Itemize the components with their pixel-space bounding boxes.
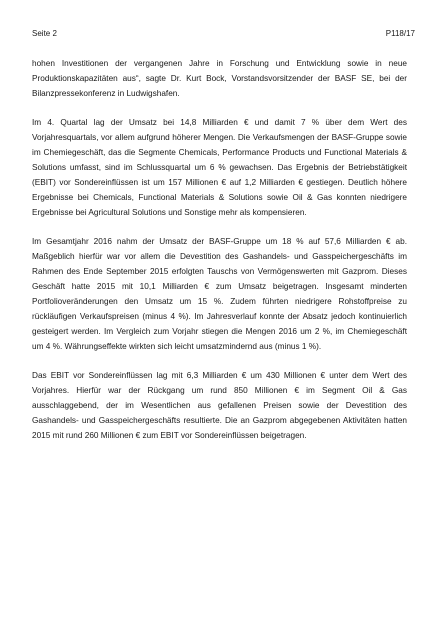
page-number-label: Seite 2 (32, 29, 57, 38)
document-body (32, 56, 407, 457)
paragraph-q4-results: Im 4. Quartal lag der Umsatz bei 14,8 Milliarden € und damit 7 % über dem Wert des Vorjahresquartals, vor allem aufgrund höherer Mengen. Die Verkaufsmengen der BASF-Gruppe sowie im Chemiegeschäft, das die Segmente Chemicals, Performance Products und Functional Materials & Solutions umfasst, sind im Schlussquartal um 6 % gewachsen. Das Ergebnis der Betriebstätigkeit (EBIT) vor Sondereinflüssen ist um 157 Millionen € auf 1,2 Milliarden € gestiegen. Deutlich höhere Ergebnisse bei Chemicals, Functional Materials & Solutions sowie Oil & Gas konnten niedrigere Ergebnisse bei Agricultural Solutions und Sonstige mehr als kompensieren. (32, 118, 407, 217)
paragraph-full-year-sales: Im Gesamtjahr 2016 nahm der Umsatz der BASF-Gruppe um 18 % auf 57,6 Milliarden € ab. Maßgeblich hierfür war vor allem die Devestition des Gashandels- und Gasspeichergeschäfts im Rahmen des Ende September 2015 erfolgten Tauschs von Vermögenswerten mit Gazprom. Dieses Geschäft hatte 2015 mit 10,1 Milliarden € zum Umsatz beigetragen. Insgesamt minderten Portfolioveränderungen den Umsatz um 15 %. Zudem führten niedrigere Rohstoffpreise zu rückläufigen Verkaufspreisen (minus 4 %). Im Jahresverlauf konnte der Absatz jedoch kontinuierlich gesteigert werden. Im Vergleich zum Vorjahr stiegen die Mengen 2016 um 2 %, im Chemiegeschäft um 4 %. Währungseffekte wirkten sich leicht umsatzmindernd aus (minus 1 %). (32, 237, 407, 351)
page-header (32, 28, 415, 40)
paragraph-investments-quote: hohen Investitionen der vergangenen Jahre in Forschung und Entwicklung sowie in neue Produktionskapazitäten aus“, sagte Dr. Kurt Bock, Vorstandsvorsitzender der BASF SE, bei der Bilanzpressekonferenz in Ludwigshafen. (32, 59, 407, 98)
paragraph-ebit: Das EBIT vor Sondereinflüssen lag mit 6,3 Milliarden € um 430 Millionen € unter dem Wert des Vorjahres. Hierfür war der Rückgang um rund 850 Millionen € im Segment Oil & Gas ausschlaggebend, der im Wesentlichen aus gefallenen Preisen sowie der Devestition des Gashandels- und Gasspeichergeschäfts resultierte. Die an Gazprom abgegebenen Aktivitäten hatten 2015 mit rund 260 Millionen € zum EBIT vor Sondereinflüssen beigetragen. (32, 371, 407, 440)
document-code: P118/17 (385, 29, 415, 38)
